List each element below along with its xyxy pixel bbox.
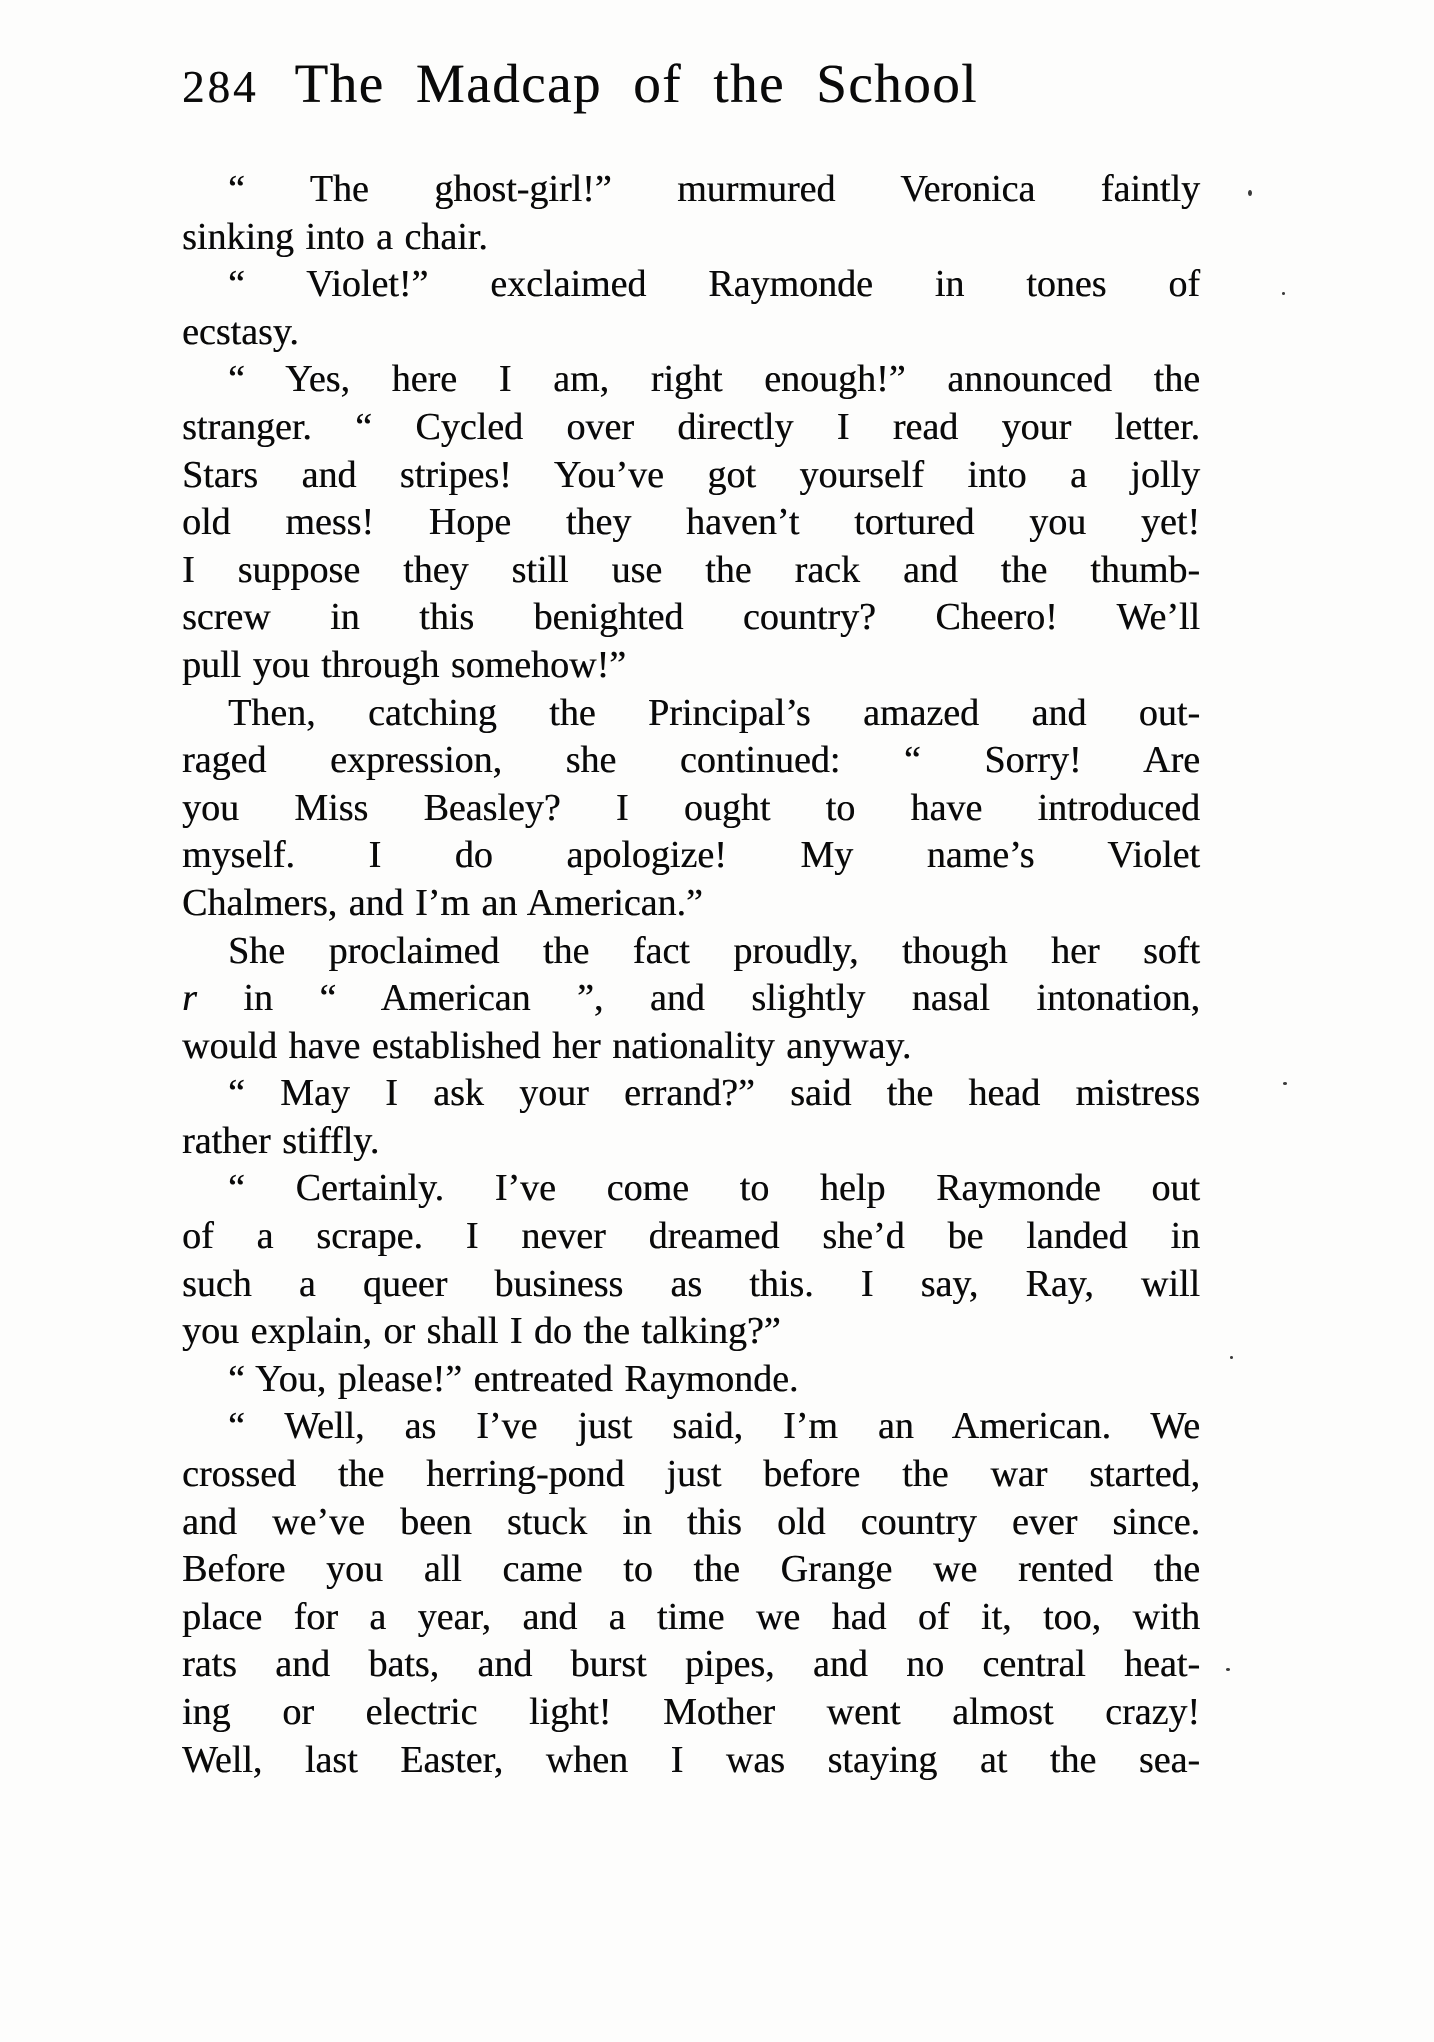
text-line: and we’ve been stuck in this old country ever since. — [182, 1500, 1200, 1543]
text-line: rats and bats, and burst pipes, and no central heat- — [182, 1643, 1200, 1686]
text-line: “ Yes, here I am, right enough!” announced the — [228, 358, 1200, 401]
text-line: crossed the herring-pond just before the war started, — [182, 1453, 1200, 1496]
text-line: would have established her nationality anyway. — [182, 1024, 912, 1067]
text-line: I suppose they still use the rack and the thumb- — [182, 548, 1200, 591]
text-line-continuation: in “ American ”, and slightly nasal intonation, — [196, 977, 1200, 1020]
text-line: you explain, or shall I do the talking?” — [182, 1310, 781, 1353]
page-body-text — [182, 166, 1200, 1784]
text-line: “ Violet!” exclaimed Raymonde in tones of — [228, 263, 1200, 306]
text-line: old mess! Hope they haven’t tortured you yet! — [182, 501, 1200, 544]
text-line: “ May I ask your errand?” said the head mistress — [228, 1072, 1200, 1115]
text-line: screw in this benighted country? Cheero! We’ll — [182, 596, 1200, 639]
scan-speck — [1283, 1082, 1287, 1085]
text-line: “ You, please!” entreated Raymonde. — [228, 1357, 799, 1400]
running-title: The Madcap of the School — [294, 53, 978, 114]
page-header — [182, 52, 978, 115]
italic-r: r — [182, 977, 197, 1020]
text-line: place for a year, and a time we had of it, too, with — [182, 1595, 1200, 1638]
text-line: She proclaimed the fact proudly, though her soft — [228, 929, 1200, 972]
text-line: ecstasy. — [182, 310, 299, 353]
page-number: 284 — [182, 62, 259, 112]
text-line: stranger. “ Cycled over directly I read your letter. — [182, 405, 1200, 448]
text-line: ing or electric light! Mother went almost crazy! — [182, 1691, 1200, 1733]
text-line: Then, catching the Principal’s amazed and out- — [228, 691, 1200, 734]
text-line: raged expression, she continued: “ Sorry! Are — [182, 739, 1200, 782]
text-line: “ Certainly. I’ve come to help Raymonde out — [228, 1167, 1200, 1210]
text-line — [182, 975, 1200, 1023]
text-line: Stars and stripes! You’ve got yourself into a jolly — [182, 453, 1200, 496]
scan-speck — [1230, 1356, 1233, 1359]
text-line: “ The ghost-girl!” murmured Veronica faintly — [228, 168, 1200, 210]
text-line: Chalmers, and I’m an American.” — [182, 881, 703, 924]
text-line: sinking into a chair. — [182, 215, 488, 258]
text-line: of a scrape. I never dreamed she’d be landed in — [182, 1215, 1200, 1258]
scan-speck — [1226, 1668, 1230, 1671]
scan-speck — [1282, 292, 1285, 295]
text-line: you Miss Beasley? I ought to have introduced — [182, 786, 1200, 829]
text-line: “ Well, as I’ve just said, I’m an American. We — [228, 1405, 1200, 1448]
text-line: pull you through somehow!” — [182, 643, 627, 686]
text-line: myself. I do apologize! My name’s Violet — [182, 834, 1200, 877]
text-line: rather stiffly. — [182, 1119, 380, 1162]
text-line: Before you all came to the Grange we rented the — [182, 1548, 1200, 1591]
text-line: such a queer business as this. I say, Ray, will — [182, 1262, 1200, 1305]
text-line: Well, last Easter, when I was staying at the sea- — [182, 1738, 1200, 1781]
scan-speck — [1248, 190, 1252, 196]
